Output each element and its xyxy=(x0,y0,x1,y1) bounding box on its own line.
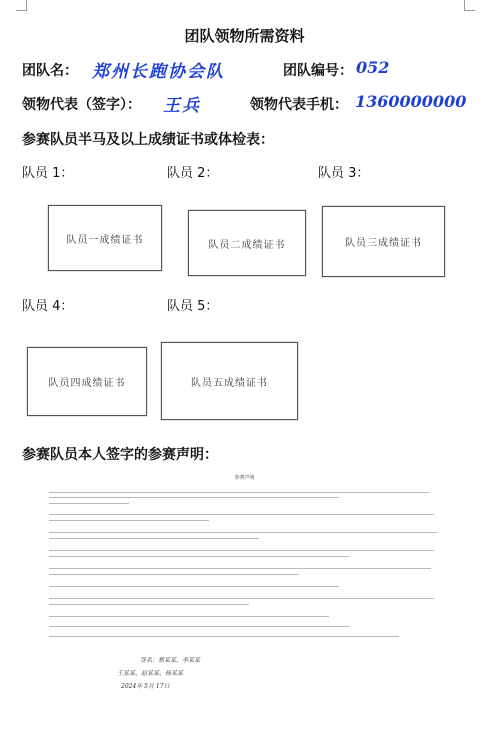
member-2-label: 队员 2： xyxy=(167,166,219,181)
member-5-certificate xyxy=(161,342,298,420)
rep-sign-value: 王兵 xyxy=(163,96,201,116)
member-1-certificate xyxy=(48,205,162,271)
declaration-text-line xyxy=(49,550,434,551)
crop-mark-top-right xyxy=(464,0,475,11)
declaration-signers-line-2: 王某某、赵某某、杨某某 xyxy=(117,670,184,677)
member-1-certificate-text: 队员一成绩证书 xyxy=(66,234,144,246)
team-name-label: 团队名： xyxy=(22,63,78,79)
declaration-text-line xyxy=(49,556,349,557)
declaration-text-line xyxy=(49,520,209,521)
declaration-text-line xyxy=(49,598,434,599)
page-title: 团队领物所需资料 xyxy=(184,27,305,45)
declaration-text-line xyxy=(49,616,329,617)
declaration-text-line xyxy=(49,636,399,637)
member-5-certificate-text: 队员五成绩证书 xyxy=(191,377,268,389)
crop-mark-top-left xyxy=(16,0,27,11)
declaration-image xyxy=(42,470,447,695)
member-2-certificate-text: 队员二成绩证书 xyxy=(208,239,286,251)
declaration-heading: 参赛队员本人签字的参赛声明： xyxy=(22,447,218,463)
declaration-text-line xyxy=(49,492,429,493)
declaration-text-line xyxy=(49,514,434,515)
member-2-certificate xyxy=(188,210,306,276)
cert-section-heading: 参赛队员半马及以上成绩证书或体检表： xyxy=(22,132,274,148)
declaration-signers-line-1: 签名：郑某某、李某某 xyxy=(140,657,201,664)
declaration-text-line xyxy=(49,568,431,569)
member-3-label: 队员 3： xyxy=(318,166,370,181)
member-5-label: 队员 5： xyxy=(167,299,219,314)
rep-phone-label: 领物代表手机： xyxy=(250,97,348,113)
declaration-text-line xyxy=(49,626,349,627)
rep-sign-label: 领物代表（签字）： xyxy=(22,97,141,113)
member-4-certificate-text: 队员四成绩证书 xyxy=(48,378,126,389)
member-1-label: 队员 1： xyxy=(22,166,74,181)
declaration-text-line xyxy=(49,503,129,504)
declaration-text-line xyxy=(49,532,437,533)
team-name-value: 郑州长跑协会队 xyxy=(92,62,225,82)
declaration-text-line xyxy=(49,538,259,539)
declaration-text-line xyxy=(49,574,299,575)
declaration-text-line xyxy=(49,586,339,587)
rep-phone-value: 1360000000 xyxy=(355,92,467,111)
team-id-value: 052 xyxy=(356,58,390,77)
member-4-certificate xyxy=(27,347,147,416)
member-4-label: 队员 4： xyxy=(22,299,74,314)
declaration-title: 参赛声明 xyxy=(234,475,255,481)
declaration-text-line xyxy=(49,604,249,605)
member-3-certificate xyxy=(322,206,445,277)
member-3-certificate-text: 队员三成绩证书 xyxy=(345,238,422,249)
declaration-text-line xyxy=(49,497,339,498)
team-id-label: 团队编号： xyxy=(283,63,353,79)
declaration-date: 2024年 5月 17日 xyxy=(121,683,170,690)
